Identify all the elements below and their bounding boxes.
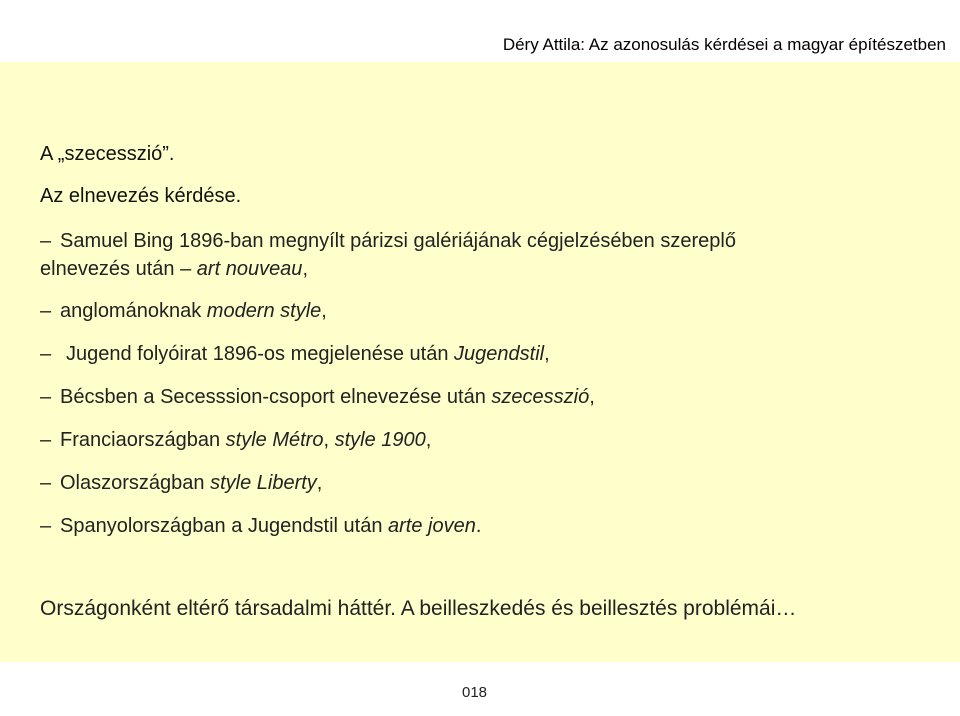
dash-bullet: – bbox=[40, 515, 52, 537]
header-bar bbox=[0, 0, 960, 62]
slide-body bbox=[0, 62, 960, 662]
list-item: – Jugend folyóirat 1896-os megjelenése után Jugendstil, bbox=[40, 343, 550, 365]
list-item: – Samuel Bing 1896-ban megnyílt párizsi galériájának cégjelzésében szereplő bbox=[40, 230, 736, 252]
dash-bullet: – bbox=[180, 258, 192, 280]
slide-subheading: Az elnevezés kérdése. bbox=[40, 185, 242, 207]
list-item: – Bécsben a Secesssion-csoport elnevezése után szecesszió, bbox=[40, 386, 595, 408]
dash-bullet: – bbox=[40, 472, 52, 494]
list-item: – Franciaországban style Métro, style 1900, bbox=[40, 429, 432, 451]
page-number: 018 bbox=[462, 684, 488, 701]
list-item: elnevezés után – art nouveau, bbox=[40, 258, 308, 280]
footer-bar bbox=[0, 664, 960, 716]
document-title: Déry Attila: Az azonosulás kérdései a magyar építészetben bbox=[502, 35, 946, 54]
closing-statement: Országonként eltérő társadalmi háttér. A beilleszkedés és beillesztés problémái… bbox=[40, 597, 797, 620]
dash-bullet: – bbox=[40, 300, 52, 322]
list-item: – Spanyolországban a Jugendstil után arte joven. bbox=[40, 515, 482, 537]
dash-bullet: – bbox=[40, 343, 52, 365]
list-item: – anglománoknak modern style, bbox=[40, 300, 327, 322]
dash-bullet: – bbox=[40, 386, 52, 408]
list-item: – Olaszországban style Liberty, bbox=[40, 472, 323, 494]
slide-heading: A „szecesszió”. bbox=[40, 143, 175, 165]
dash-bullet: – bbox=[40, 230, 52, 252]
dash-bullet: – bbox=[40, 429, 52, 451]
